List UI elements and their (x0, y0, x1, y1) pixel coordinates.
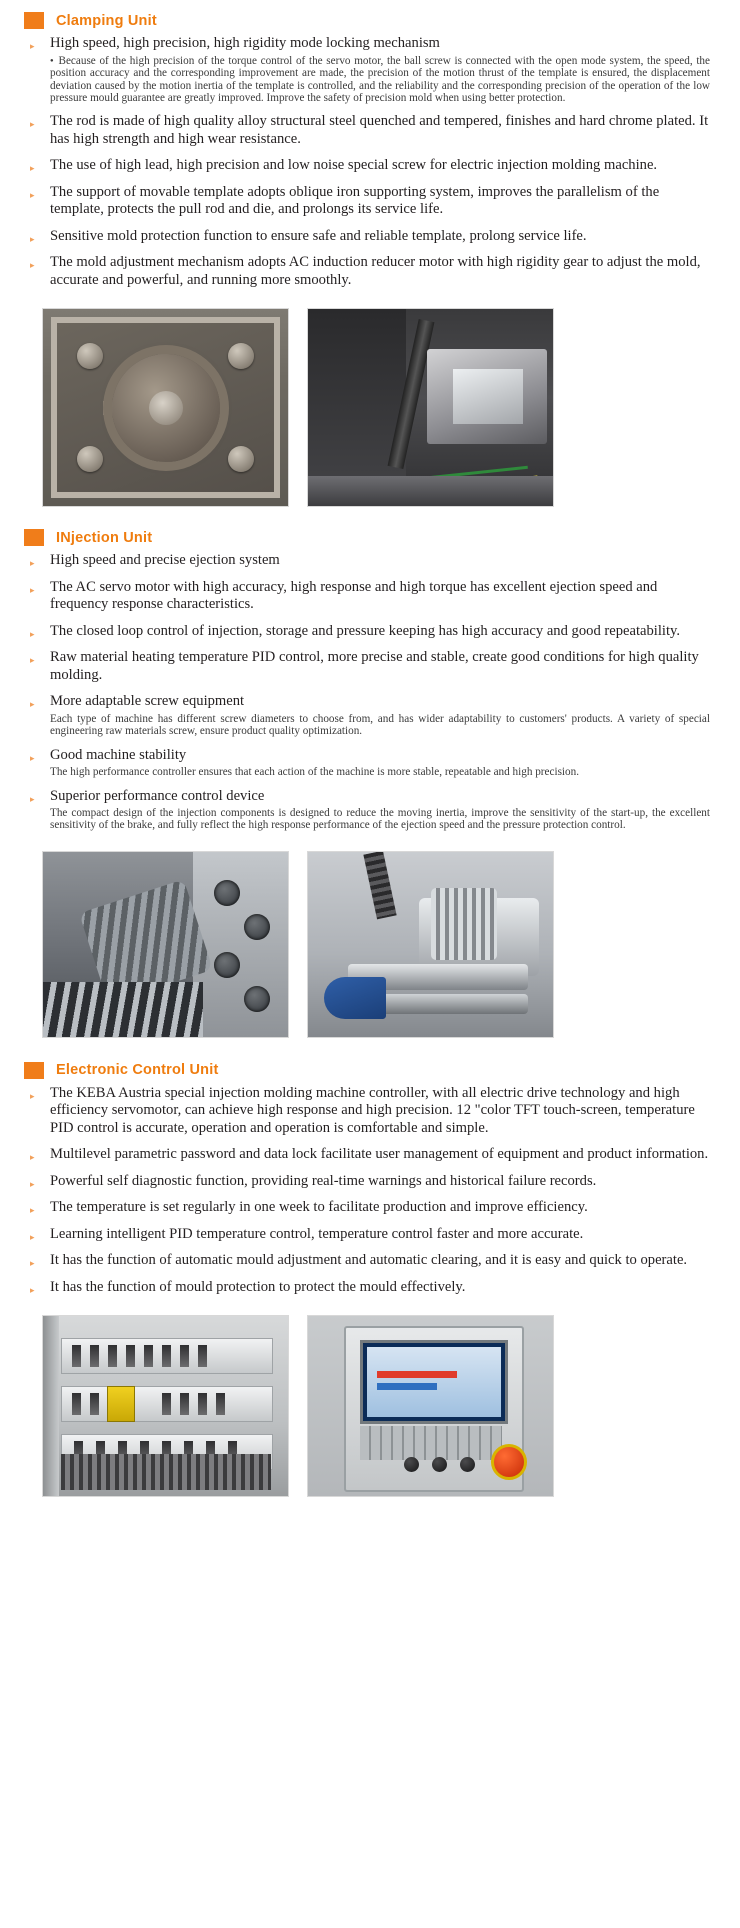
list-item-label: High speed, high precision, high rigidity mode locking mechanism (50, 35, 440, 51)
list-item (30, 579, 710, 614)
list-item-label: The AC servo motor with high accuracy, high response and high torque has excellent ejection speed and frequency response characteristics. (50, 578, 658, 613)
section-heading-electronic (0, 1062, 740, 1079)
bullet-arrow-icon: ▸ (30, 699, 35, 710)
bullet-arrow-icon: ▸ (30, 119, 35, 130)
bullet-arrow-icon: ▸ (30, 41, 35, 51)
list-item (30, 228, 710, 246)
list-item (30, 113, 710, 148)
hose-shape (363, 851, 396, 919)
bullet-arrow-icon: ▸ (30, 189, 35, 200)
list-item-description: ● Because of the high precision of the torque control of the servo motor, the ball screw is connected with the open mode system, the speed, the position accuracy and the corresponding improvement are made, the precision of the motion thrust of the template is ensured, the displacement deviation caused by the motion inertia of the template is controlled, and the reliability and the corresponding precision of the operation of the low pressure mould guarantee are greatly improved. Improve the safety of precision mold when using better protection. (50, 55, 710, 105)
section-title: Electronic Control Unit (56, 1062, 219, 1079)
bullet-arrow-icon: ▸ (30, 628, 35, 639)
list-item (30, 552, 710, 570)
bullet-arrow-icon: ▸ (30, 163, 35, 174)
list-item-label: Good machine stability (50, 746, 187, 763)
list-item-content (50, 693, 710, 737)
breaker-switch-shape (90, 1393, 99, 1415)
orange-square-icon (24, 1062, 44, 1079)
machine-base-shape (308, 476, 553, 506)
metal-block-inner-shape (453, 369, 523, 424)
clamping-unit-photo-right (307, 308, 554, 507)
list-item (30, 1173, 710, 1191)
tft-touch-screen-shape (360, 1340, 508, 1424)
list-item-label: It has the function of mould protection to protect the mould effectively. (50, 1278, 466, 1295)
list-item (30, 649, 710, 684)
bullet-arrow-icon: ▸ (30, 1178, 35, 1189)
breaker-rail-shape (61, 1338, 273, 1374)
list-item-label: Multilevel parametric password and data lock facilitate user management of equipment and product information. (50, 1146, 709, 1163)
bullet-arrow-icon: ▸ (30, 655, 35, 666)
list-item (30, 157, 710, 175)
electronic-control-photo-right (307, 1315, 554, 1497)
list-item-content (50, 788, 710, 832)
list-item-description: The high performance controller ensures that each action of the machine is more stable, repeatable and high precision. (50, 766, 580, 779)
screen-content-shape (367, 1347, 501, 1417)
list-item-label: Superior performance control device (50, 787, 265, 804)
bullet-arrow-icon: ▸ (30, 1090, 35, 1101)
bore-hole-shape (244, 914, 270, 940)
list-item-description: Each type of machine has different screw diameters to choose from, and has wider adaptability to customers' products. A variety of special engineering raw materials screw, ensure product quality optimization. (50, 712, 710, 738)
injection-unit-photo-left (42, 851, 289, 1038)
list-item-label: The temperature is set regularly in one week to facilitate production and improve efficiency. (50, 1199, 588, 1216)
injection-unit-photo-right (307, 851, 554, 1038)
platen-plate-shape (193, 852, 288, 1037)
list-item (30, 747, 710, 779)
breaker-switch-shape (198, 1393, 207, 1415)
list-item-label: It has the function of automatic mould adjustment and automatic clearing, and it is easy and quick to operate. (50, 1252, 688, 1269)
bore-hole-shape (214, 880, 240, 906)
bullet-arrow-icon: ▸ (30, 584, 35, 595)
cabinet-edge-shape (43, 1316, 59, 1496)
list-item-label: The KEBA Austria special injection molding machine controller, with all electric drive technology and high efficiency servomotor, can achieve high response and high precision. 12 "color TFT touch-screen, temperature PID control is accurate, operation and operation is comfortable and simple. (50, 1084, 695, 1136)
list-item-label: Learning intelligent PID temperature control, temperature control faster and more accurate. (50, 1225, 584, 1242)
bullet-list-injection (0, 552, 740, 832)
section-title: Clamping Unit (56, 12, 157, 29)
bullet-arrow-icon: ▸ (30, 1284, 35, 1295)
breaker-switch-shape (180, 1393, 189, 1415)
orange-square-icon (24, 12, 44, 29)
image-row-electronic (0, 1305, 740, 1497)
bullet-arrow-icon: ▸ (30, 260, 35, 271)
bullet-arrow-icon: ▸ (30, 1231, 35, 1242)
electronic-control-photo-left (42, 1315, 289, 1497)
section-title: INjection Unit (56, 529, 153, 546)
breaker-switch-shape (144, 1345, 153, 1367)
screen-red-bar-shape (377, 1371, 457, 1378)
list-item (30, 1279, 710, 1297)
list-item-content (50, 747, 710, 779)
breaker-switch-shape (162, 1345, 171, 1367)
list-item-label: The closed loop control of injection, storage and pressure keeping has high accuracy and good repeatability. (50, 622, 681, 639)
wheel-hub-shape (149, 391, 183, 425)
bullet-arrow-icon: ▸ (30, 793, 35, 804)
list-item (30, 254, 710, 289)
list-item-label: The rod is made of high quality alloy structural steel quenched and tempered, finishes and hard chrome plated. It has high strength and high wear resistance. (50, 113, 709, 147)
list-item-label: The use of high lead, high precision and low noise special screw for electric injection molding machine. (50, 157, 658, 174)
screen-blue-bar-shape (377, 1383, 437, 1390)
clamping-unit-photo-left (42, 308, 289, 507)
keypad-shape (360, 1426, 502, 1460)
breaker-switch-shape (108, 1345, 117, 1367)
list-item-label: The support of movable template adopts oblique iron supporting system, improves the parallelism of the template, protects the pull rod and die, and prolongs its service life. (50, 183, 660, 218)
breaker-switch-shape (216, 1393, 225, 1415)
list-item-content (50, 35, 710, 104)
blue-cover-shape (324, 977, 386, 1019)
orange-square-icon (24, 529, 44, 546)
list-item (30, 1085, 710, 1138)
list-item (30, 788, 710, 832)
breaker-rail-shape (61, 1386, 273, 1422)
bullet-arrow-icon: ▸ (30, 1205, 35, 1216)
section-clamping-unit (0, 0, 740, 507)
bullet-arrow-icon: ▸ (30, 1152, 35, 1163)
linear-rails-shape (43, 982, 203, 1037)
section-injection-unit (0, 507, 740, 1038)
list-item (30, 1252, 710, 1270)
bore-hole-shape (244, 986, 270, 1012)
motor-fins-shape (431, 888, 497, 960)
section-heading-injection (0, 529, 740, 546)
bullet-arrow-icon: ▸ (30, 1258, 35, 1269)
bullet-arrow-icon: ▸ (30, 558, 35, 569)
list-item (30, 1146, 710, 1164)
bullet-arrow-icon: ▸ (30, 233, 35, 244)
list-item (30, 623, 710, 641)
list-item-label: More adaptable screw equipment (50, 693, 245, 710)
bore-hole-shape (214, 952, 240, 978)
list-item (30, 35, 710, 104)
list-item-description: The compact design of the injection components is designed to reduce the moving inertia, improve the sensitivity of the start-up, the excellent sensitivity of the brake, and fully reflect the high response performance of the ejection speed and the pressure protection control. (50, 807, 710, 832)
yellow-relay-shape (107, 1386, 135, 1422)
list-item-label: Raw material heating temperature PID control, more precise and stable, create good conditions for high quality molding. (50, 649, 699, 683)
bullet-list-clamping (0, 35, 740, 289)
breaker-switch-shape (180, 1345, 189, 1367)
breaker-switch-shape (90, 1345, 99, 1367)
list-item-label: Powerful self diagnostic function, providing real-time warnings and historical failure records. (50, 1172, 597, 1189)
list-item-label: Sensitive mold protection function to ensure safe and reliable template, prolong service life. (50, 227, 587, 244)
breaker-switch-shape (72, 1393, 81, 1415)
list-item-label: High speed and precise ejection system (50, 552, 280, 569)
wiring-bundle-shape (61, 1454, 271, 1490)
breaker-switch-shape (72, 1345, 81, 1367)
list-item (30, 184, 710, 219)
breaker-switch-shape (198, 1345, 207, 1367)
image-row-injection (0, 841, 740, 1038)
breaker-switch-shape (126, 1345, 135, 1367)
list-item (30, 693, 710, 737)
section-electronic-control-unit (0, 1038, 740, 1498)
breaker-switch-shape (162, 1393, 171, 1415)
list-item (30, 1199, 710, 1217)
bullet-list-electronic (0, 1085, 740, 1297)
section-heading-clamping (0, 12, 740, 29)
bullet-arrow-icon: ▸ (30, 752, 35, 763)
image-row-clamping (0, 298, 740, 507)
list-item-label: The mold adjustment mechanism adopts AC induction reducer motor with high rigidity gear to adjust the mold, accurate and powerful, and running more smoothly. (50, 254, 701, 288)
list-item (30, 1226, 710, 1244)
